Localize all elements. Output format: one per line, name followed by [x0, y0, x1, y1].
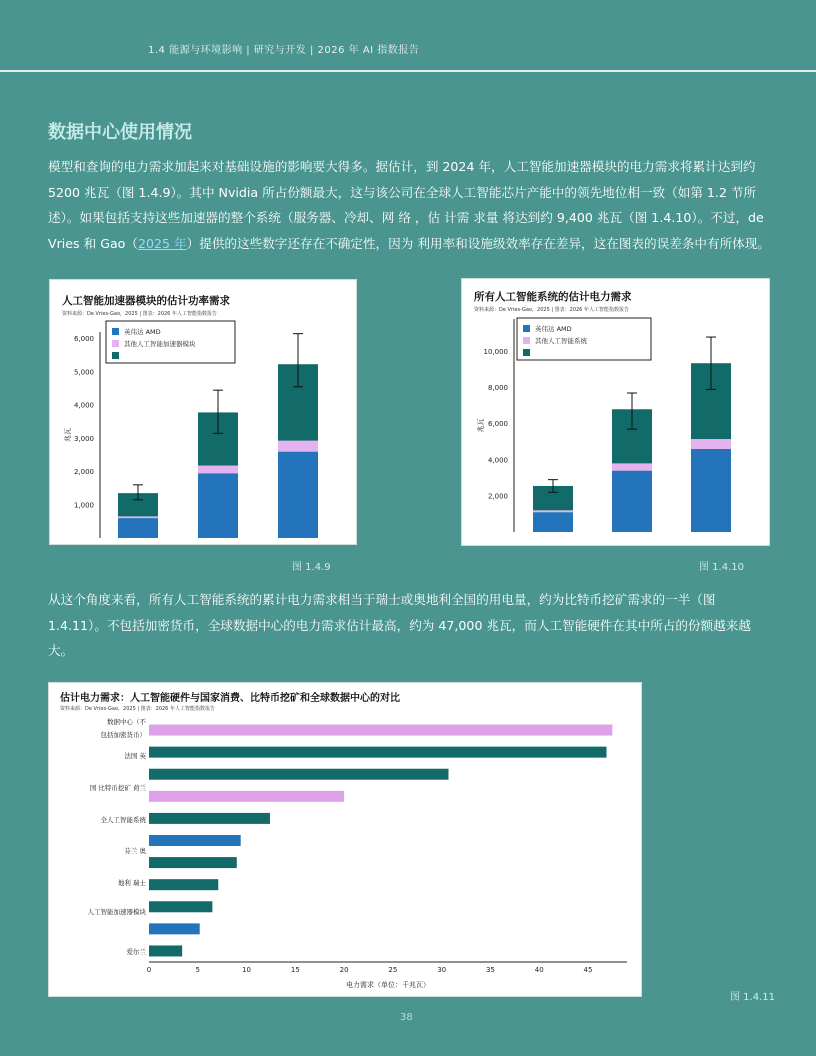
x-tick-label: 45: [583, 966, 593, 974]
bar: [149, 813, 270, 824]
category-label: 包括加密货币）: [100, 731, 146, 739]
chart-title: 所有人工智能系统的估计电力需求: [474, 291, 632, 303]
bar-segment: [118, 516, 158, 518]
chart-2: [462, 279, 769, 545]
bar: [149, 901, 212, 912]
bar: [149, 835, 241, 846]
legend-swatch: [112, 340, 119, 347]
chart-source: 资料来源：De Vries-Gao，2025 | 图表：2026 年人工智能指数报告: [60, 706, 215, 712]
x-tick-label: 35: [485, 966, 495, 974]
figure-label-2: 图 1.4.10: [699, 562, 744, 573]
chart-card-1: [49, 279, 357, 545]
y-tick-label: 2,000: [487, 492, 508, 501]
category-label: 法国 英: [124, 752, 146, 760]
citation-link[interactable]: 2025 年: [137, 235, 187, 251]
x-tick-label: 10: [242, 966, 252, 974]
x-axis-label: 电力需求（单位：千兆瓦）: [346, 981, 430, 989]
category-label: 国 比特币挖矿 荷兰: [89, 784, 146, 792]
figure-label-1: 图 1.4.9: [292, 562, 331, 573]
legend-swatch: [523, 337, 530, 344]
figure-label-3: 图 1.4.11: [730, 992, 775, 1003]
running-header: 1.4 能源与环境影响 | 研究与开发 | 2026 年 AI 指数报告: [148, 45, 420, 56]
legend-swatch: [523, 349, 530, 356]
legend-label: 其他人工智能加速器模块: [124, 340, 196, 348]
bar-segment: [612, 463, 652, 470]
category-label: 数据中心（不: [107, 718, 146, 726]
bar: [149, 725, 612, 736]
bar-segment: [198, 466, 238, 474]
y-tick-label: 5,000: [73, 368, 94, 377]
x-tick-label: 0: [146, 966, 152, 974]
header-divider: [0, 70, 816, 72]
bar: [149, 923, 200, 934]
chart-3: [49, 683, 641, 996]
chart-title: 估计电力需求：人工智能硬件与国家消费、比特币挖矿和全球数据中心的对比: [60, 693, 400, 704]
bar-segment: [691, 439, 731, 449]
category-label: 爱尔兰: [126, 948, 146, 956]
y-tick-label: 8,000: [487, 384, 508, 393]
y-axis-label: 兆瓦: [477, 418, 485, 433]
bar-segment: [533, 512, 573, 532]
bar-segment: [691, 449, 731, 532]
x-tick-label: 30: [437, 966, 447, 974]
bar-segment: [198, 473, 238, 538]
bar: [149, 857, 237, 868]
bar: [149, 791, 344, 802]
legend-label: 英伟达 AMD: [124, 328, 161, 336]
y-tick-label: 4,000: [73, 401, 94, 410]
legend-swatch: [112, 352, 119, 359]
bar: [149, 879, 218, 890]
x-tick-label: 15: [290, 966, 300, 974]
y-tick-label: 4,000: [487, 456, 508, 465]
y-axis-label: 兆瓦: [64, 428, 72, 442]
chart-card-3: [48, 682, 642, 997]
page-number: 38: [400, 1012, 413, 1023]
y-tick-label: 2,000: [73, 468, 94, 477]
category-label: 人工智能加速器模块: [87, 908, 146, 916]
bar-segment: [612, 471, 652, 532]
chart-title: 人工智能加速器模块的估计功率需求: [62, 295, 230, 307]
legend-label: 其他人工智能系统: [535, 337, 587, 345]
legend-swatch: [112, 328, 119, 335]
section-title: 数据中心使用情况: [48, 122, 192, 143]
bar: [149, 747, 607, 758]
paragraph-1: [48, 154, 770, 256]
chart-source: 资料来源：De Vries-Gao，2025 | 图表：2026 年人工智能指数报告: [62, 311, 217, 317]
y-tick-label: 6,000: [487, 420, 508, 429]
category-label: 芬兰 奥: [124, 847, 146, 855]
bar-segment: [278, 452, 318, 538]
bar-segment: [533, 510, 573, 512]
bar-segment: [278, 441, 318, 452]
y-tick-label: 1,000: [73, 501, 94, 510]
chart-1: [50, 280, 356, 544]
y-tick-label: 6,000: [73, 335, 94, 344]
paragraph-2: 从这个角度来看，所有人工智能系统的累计电力需求相当于瑞士或奥地利全国的用电量，约为比特币挖矿需求的一半（图1.4.11）。不包括加密货币，全球数据中心的电力需求估计最高，约为 47,000 兆瓦，而人工智能硬件在其中所占的份额越来越大。: [48, 592, 751, 658]
category-label: 全人工智能系统: [100, 816, 146, 824]
x-tick-label: 5: [195, 966, 201, 974]
bar: [149, 945, 182, 956]
legend-label: 英伟达 AMD: [535, 325, 572, 333]
chart-source: 资料来源：De Vries-Gao，2025 | 图表：2026 年人工智能指数报告: [474, 307, 629, 313]
paragraph-1-text-b: ）提供的这些数字还存在不确定性，因为 利用率和设施级效率存在差异，这在图表的误差条中有所体现。: [186, 235, 770, 251]
x-tick-label: 20: [339, 966, 349, 974]
bar: [149, 769, 448, 780]
bar-segment: [118, 518, 158, 538]
chart-card-2: [461, 278, 770, 546]
x-tick-label: 25: [388, 966, 398, 974]
y-tick-label: 10,000: [483, 347, 508, 356]
category-label: 地利 瑞士: [117, 879, 146, 887]
paragraph-1-text-a: 模型和查询的电力需求加起来对基础设施的影响要大得多。据估计，到 2024 年，人工智能加速器模块的电力需求将累计达到约 5200 兆瓦（图 1.4.9）。其中 Nvidia 所占份额最大，这与该公司在全球人工智能芯片产能中的领先地位相一致（如第 1.2 节所述）。如果包括支持这些加速器的整个系统（服务器、冷却、网 络 ，估 计需 求量 将达到约 9,400 兆瓦（图 1.4.10）。不过，de Vries 和 Gao（: [48, 159, 764, 251]
legend-swatch: [523, 325, 530, 332]
x-tick-label: 40: [534, 966, 544, 974]
y-tick-label: 3,000: [73, 434, 94, 443]
